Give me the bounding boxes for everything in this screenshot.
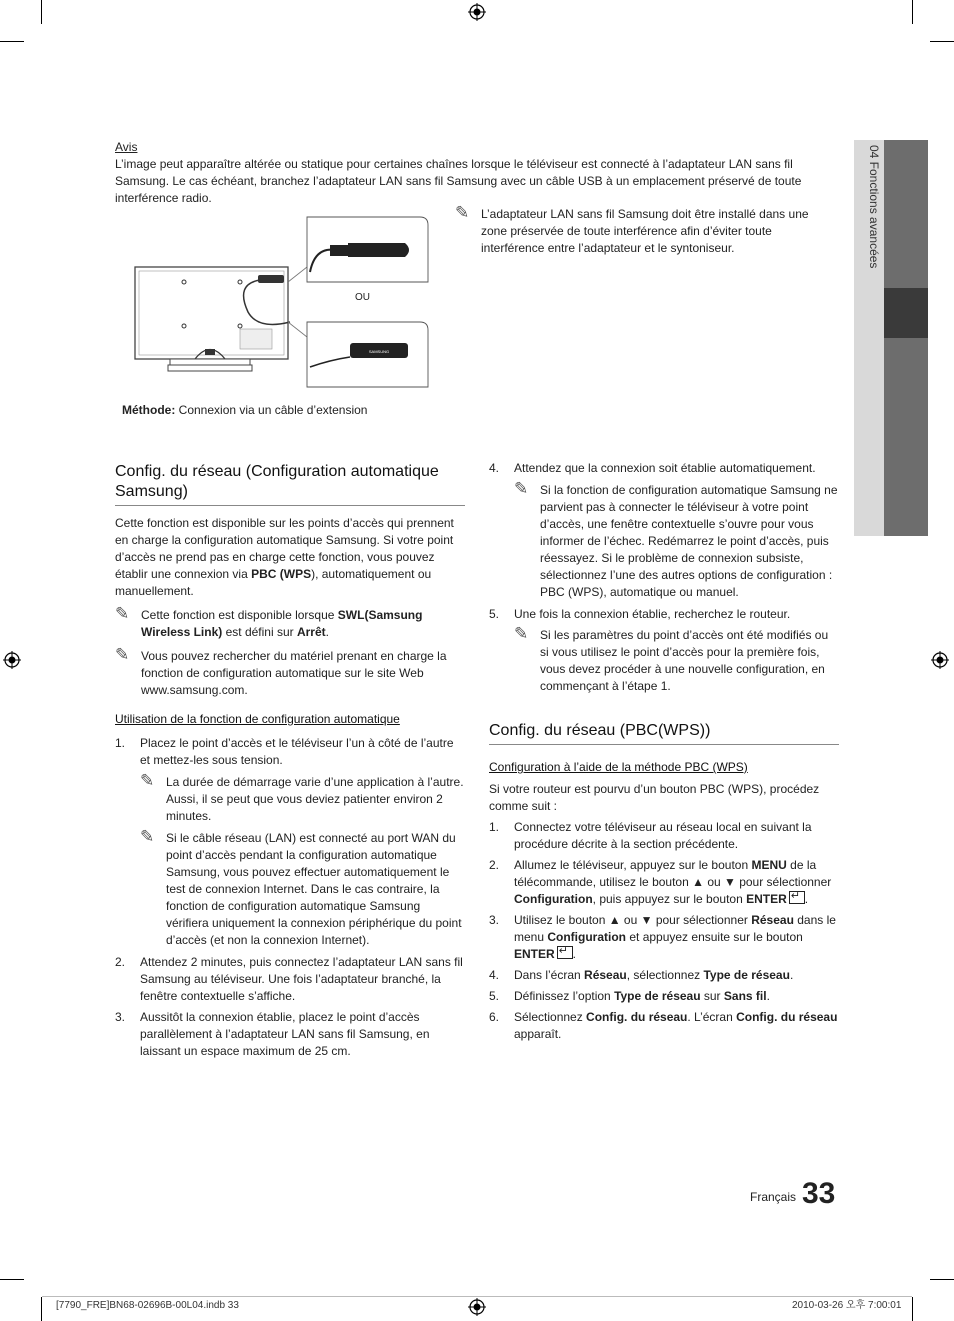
chapter-tab-block bbox=[884, 140, 928, 288]
step-1-note-2: ✎ Si le câble réseau (LAN) est connecté au port WAN du point d’accès pendant la configuration automatique Samsung, vous pouvez effectuer automatiquement le test de connexion Internet. Dans le cas contraire, la fonction de configuration automatique Samsung vérifiera uniquement la connexion périphérique du point d’accès (et non la connexion Internet). bbox=[140, 827, 462, 947]
adapter-logo: SAMSUNG bbox=[368, 349, 390, 354]
enter-icon bbox=[789, 891, 805, 904]
section-heading-pbc: Config. du réseau (PBC(WPS)) bbox=[489, 721, 839, 745]
connection-illustration bbox=[130, 212, 432, 392]
crop-mark bbox=[930, 41, 954, 42]
step-2: 2. Attendez 2 minutes, puis connectez l’adaptateur LAN sans fil Samsung au téléviseur. Une fois l’adaptateur branché, la fenêtre contextuelle s’affiche. bbox=[115, 955, 463, 1003]
pbc-step-5: 5. Définissez l’option Type de réseau sur Sans fil. bbox=[489, 989, 770, 1003]
subheading-pbc: Configuration à l’aide de la méthode PBC (WPS) bbox=[489, 760, 748, 774]
crop-mark bbox=[912, 1297, 913, 1321]
pbc-step-6: 6. Sélectionnez Config. du réseau. L’écran Config. du réseau apparaît. bbox=[489, 1010, 838, 1041]
avis-section bbox=[115, 139, 825, 207]
pbc-step-3: 3. Utilisez le bouton ▲ ou ▼ pour sélectionner Réseau dans le menu Configuration et appuyez ensuite sur le bouton ENTER↵ . bbox=[489, 912, 839, 963]
registration-mark-icon bbox=[468, 1298, 486, 1316]
figure-caption bbox=[122, 402, 367, 419]
crop-mark bbox=[41, 1297, 42, 1321]
pencil-note-icon: ✎ bbox=[115, 604, 130, 623]
pbc-step-1: 1. Connectez votre téléviseur au réseau local en suivant la procédure décrite à la section précédente. bbox=[489, 820, 812, 851]
right-column bbox=[489, 460, 839, 1043]
lan-adapter-upper bbox=[348, 243, 409, 257]
registration-mark-icon bbox=[468, 3, 486, 21]
pencil-note-icon: ✎ bbox=[140, 771, 155, 790]
method-text: Connexion via un câble d’extension bbox=[178, 403, 368, 417]
crop-mark bbox=[41, 0, 42, 24]
step-3: 3. Aussitôt la connexion établie, placez le point d’accès parallèlement à l’adaptateur LAN sans fil Samsung, en laissant un espace maximum de 25 cm. bbox=[115, 1010, 430, 1058]
step-1: 1. Placez le point d’accès et le téléviseur l’un à côté de l’autre et mettez-les sous tension. bbox=[115, 736, 454, 767]
subheading-auto-config: Utilisation de la fonction de configuration automatique bbox=[115, 712, 400, 726]
pencil-note-icon: ✎ bbox=[455, 203, 470, 222]
chapter-tab-block bbox=[884, 338, 928, 536]
figure-ou-label: OU bbox=[355, 292, 370, 303]
note-samsung-site: ✎ Vous pouvez rechercher du matériel prenant en charge la fonction de configuration automatique sur le site Web www.samsung.com. bbox=[115, 645, 447, 697]
pencil-note-icon: ✎ bbox=[514, 624, 529, 643]
pbc-step-2: 2. Allumez le téléviseur, appuyez sur le bouton MENU de la télécommande, utilisez le bouton ▲ ou ▼ pour sélectionner Configuration, puis appuyez sur le bouton ENTER↵ . bbox=[489, 857, 839, 908]
registration-mark-icon bbox=[931, 651, 949, 669]
pbc-intro: Si votre routeur est pourvu d’un bouton PBC (WPS), procédez comme suit : bbox=[489, 782, 820, 813]
pencil-note-icon: ✎ bbox=[115, 645, 130, 664]
left-column bbox=[115, 462, 465, 1060]
pbc-step-4: 4. Dans l’écran Réseau, sélectionnez Type de réseau. bbox=[489, 968, 794, 982]
pencil-note-icon: ✎ bbox=[514, 479, 529, 498]
page-number: 33 bbox=[802, 1177, 836, 1210]
extension-cable-plug bbox=[258, 275, 284, 283]
auto-config-intro: Cette fonction est disponible sur les points d’accès qui prennent en charge la configuration automatique Samsung. Si votre point d’accès ne prend pas en charge cette fonction, vous pouvez établir une connexion via PBC (WPS), automatiquement ou manuellement. bbox=[115, 516, 454, 598]
slug-divider bbox=[42, 1296, 912, 1297]
step-5-note: ✎ Si les paramètres du point d’accès ont été modifiés ou si vous utilisez le point d’accès pour la première fois, vous devez procéder à une nouvelle configuration, en commençant à l’étape 1. bbox=[514, 624, 829, 693]
footer-language: Français bbox=[750, 1190, 797, 1204]
crop-mark bbox=[0, 1279, 24, 1280]
note-swl: ✎ Cette fonction est disponible lorsque SWL(Samsung Wireless Link) est défini sur Arrêt. bbox=[115, 604, 423, 639]
avis-text: L’image peut apparaître altérée ou statique pour certaines chaînes lorsque le téléviseur est connecté à l’adaptateur LAN sans fil Samsung. Le cas échéant, branchez l’adaptateur LAN sans fil Samsung avec un câble USB à un emplacement préservé de toute interférence radio. bbox=[115, 157, 802, 205]
print-file-info: [7790_FRE]BN68-02696B-00L04.indb 33 bbox=[56, 1300, 239, 1311]
crop-mark bbox=[912, 0, 913, 24]
step-1-note-1: ✎ La durée de démarrage varie d’une application à l’autre. Aussi, il se peut que vous deviez patienter environ 2 minutes. bbox=[140, 771, 464, 823]
note-text: L’adaptateur LAN sans fil Samsung doit être installé dans une zone préservée de toute interférence afin d’éviter toute interférence entre l’adaptateur et le syntoniseur. bbox=[481, 207, 809, 255]
chapter-label: 04 Fonctions avancées bbox=[867, 145, 881, 269]
avis-title: Avis bbox=[115, 140, 138, 154]
step-5: 5. Une fois la connexion établie, recherchez le routeur. bbox=[489, 607, 791, 621]
pencil-note-icon: ✎ bbox=[140, 827, 155, 846]
print-timestamp: 2010-03-26 오후 7:00:01 bbox=[792, 1300, 902, 1311]
registration-mark-icon bbox=[3, 651, 21, 669]
enter-icon bbox=[557, 946, 573, 959]
crop-mark bbox=[930, 1279, 954, 1280]
crop-mark bbox=[0, 41, 24, 42]
method-label: Méthode: bbox=[122, 403, 176, 417]
chapter-tab-active bbox=[884, 288, 928, 338]
section-heading-auto-config: Config. du réseau (Configuration automatique Samsung) bbox=[115, 462, 465, 506]
adapter-placement-note bbox=[455, 203, 835, 257]
step-4-note: ✎ Si la fonction de configuration automatique Samsung ne parvient pas à connecter le téléviseur à votre point d’accès, une fenêtre contextuelle s’ouvre pour vous informer de l’échec. Redémarrez le point d’accès, puis réessayez. Si le problème de connexion subsiste, sélectionnez l’une des autres options de configuration : PBC (WPS), automatique ou manuel. bbox=[514, 479, 838, 599]
step-4: 4. Attendez que la connexion soit établie automatiquement. bbox=[489, 461, 816, 475]
